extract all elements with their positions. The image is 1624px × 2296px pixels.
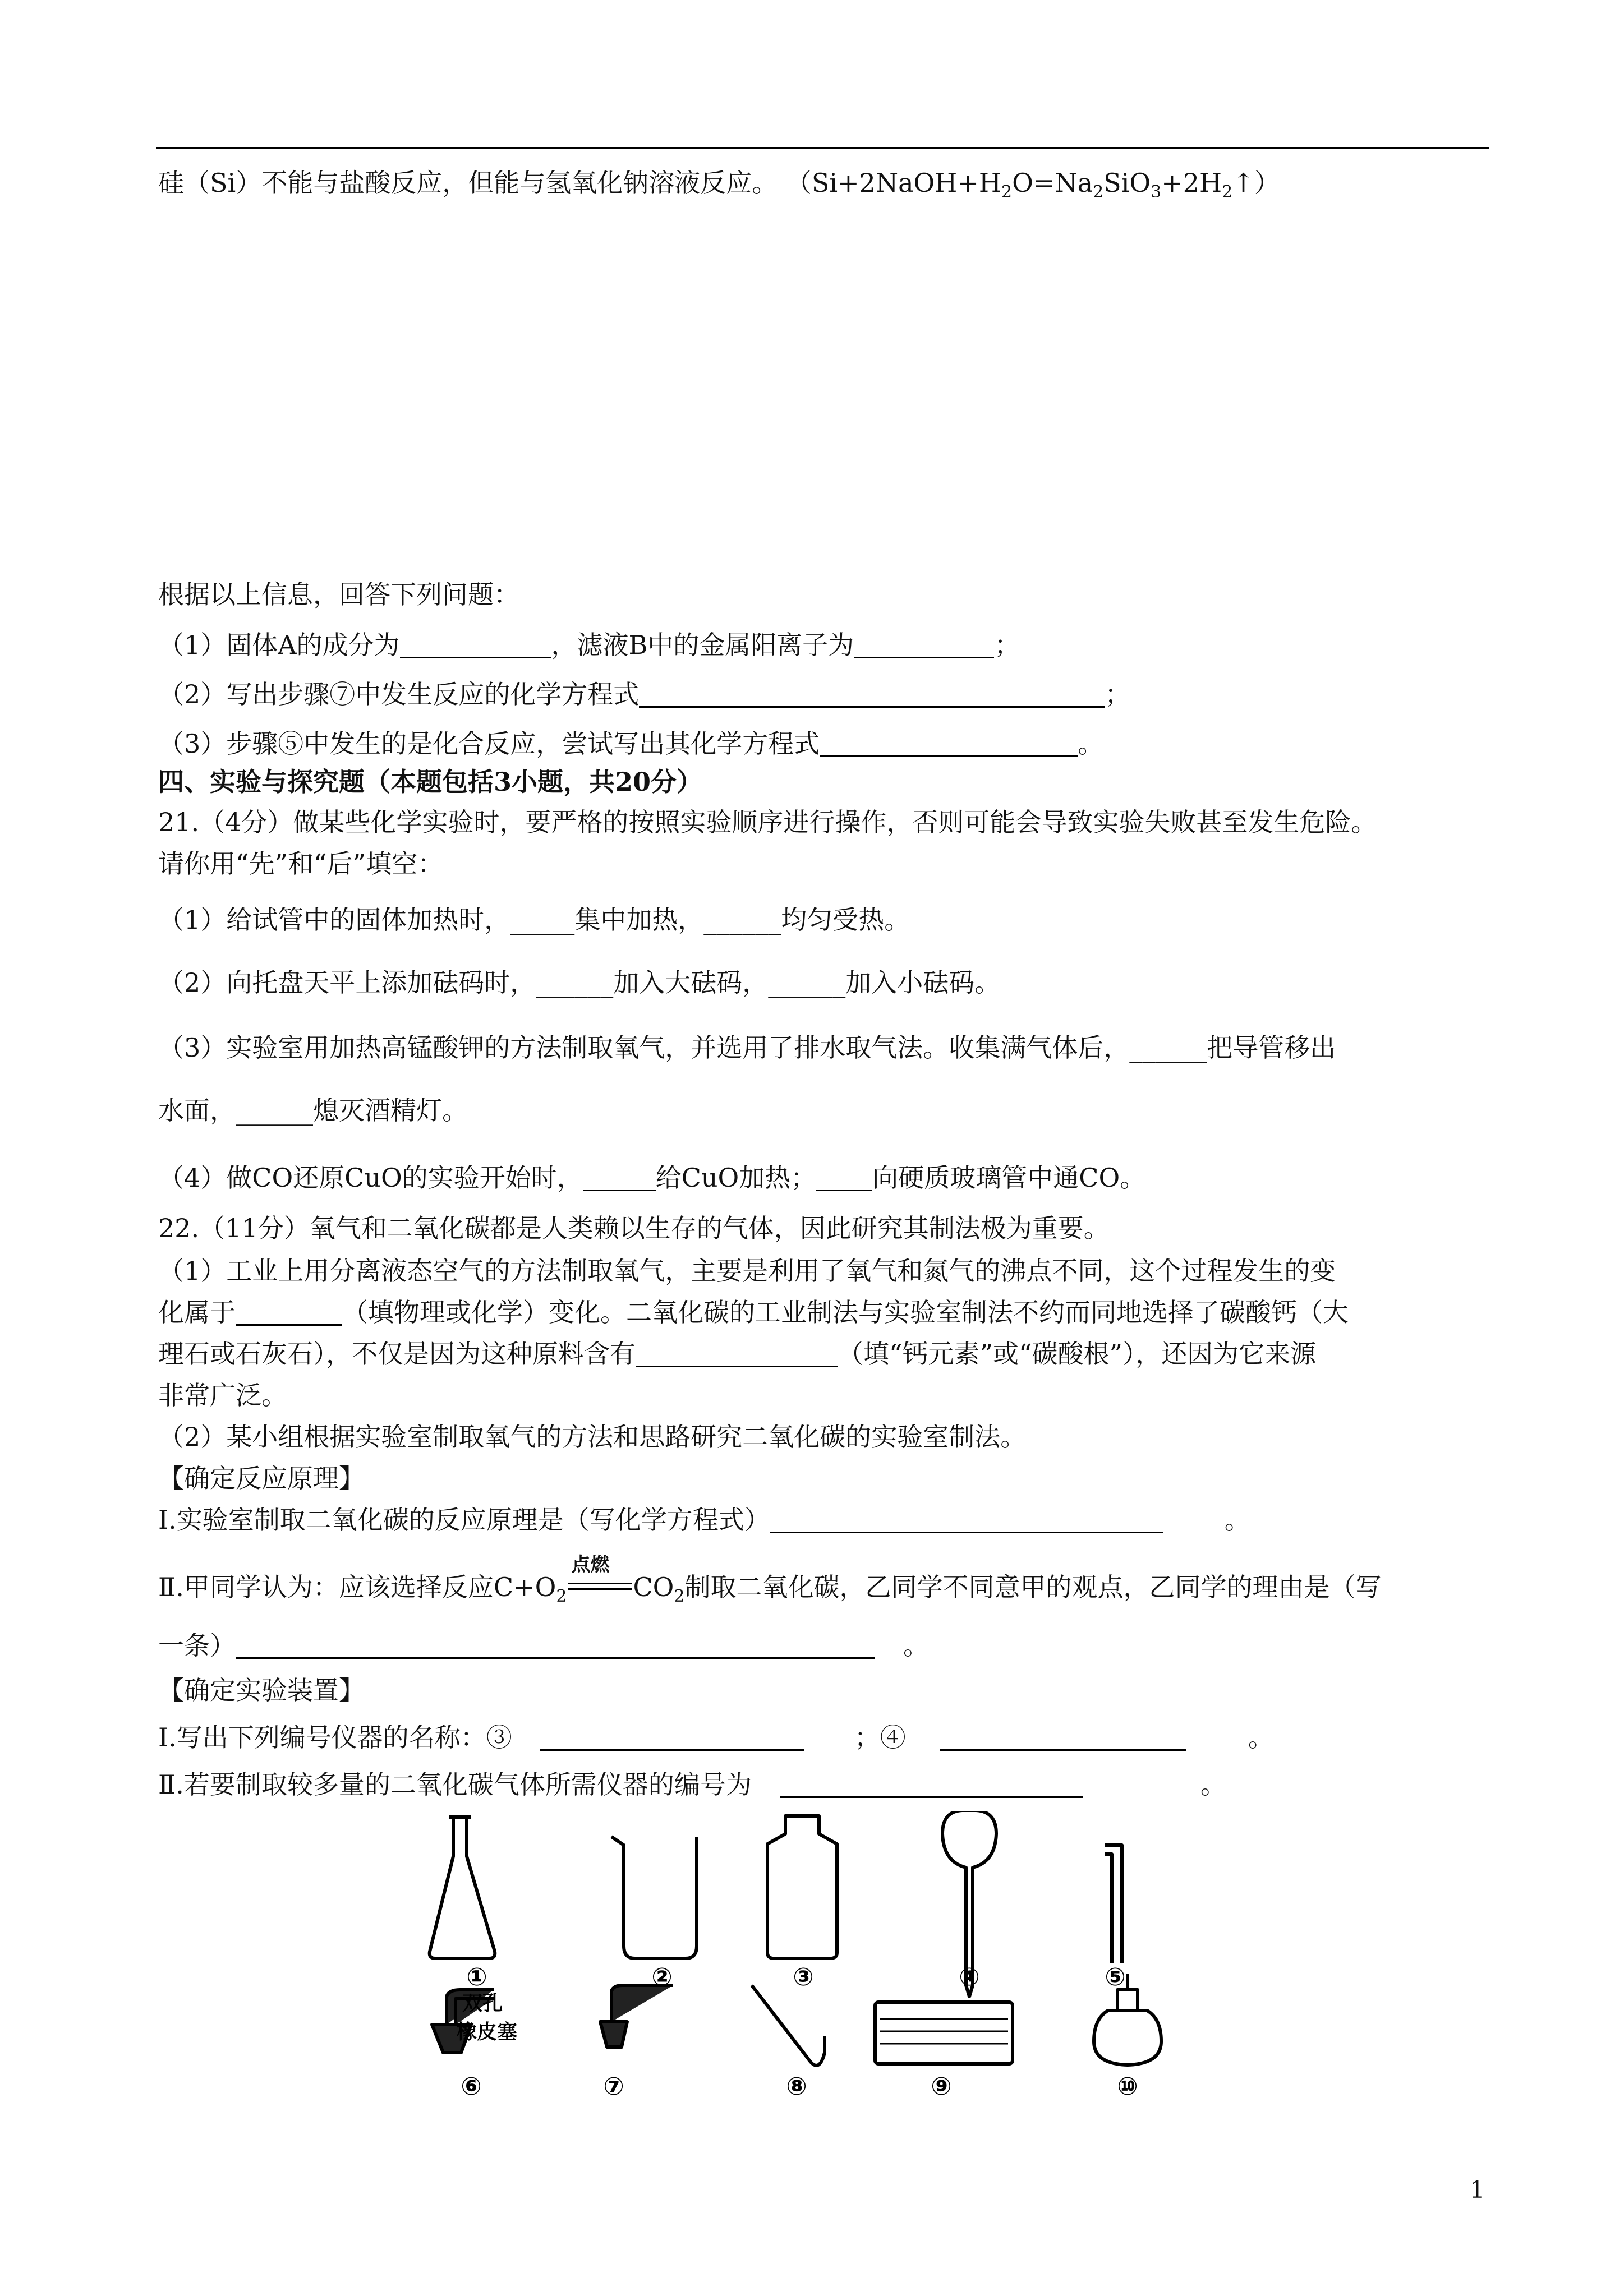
answer-blank[interactable]: [770, 1506, 1163, 1533]
answer-blank[interactable]: [940, 1723, 1186, 1751]
stopper-label: 双孔: [462, 1992, 503, 2015]
subheading: 【确定反应原理】: [158, 1463, 365, 1493]
text-line: Ⅰ.实验室制取二氧化碳的反应原理是（写化学方程式） 。: [158, 1505, 1250, 1535]
text-line: 非常广泛。: [158, 1380, 287, 1410]
reaction-condition: 点燃: [567, 1570, 633, 1604]
answer-blank[interactable]: [780, 1771, 1083, 1798]
header-rule: [156, 147, 1489, 149]
text-line: （1）工业上用分离液态空气的方法制取氧气，主要是利用了氧气和氮气的沸点不同，这个过程发生的变: [158, 1256, 1336, 1286]
text-line-si: 硅（Si）不能与盐酸反应，但能与氢氧化钠溶液反应。 $(Si+2NaOH+H_2O=Na_2SiO_3+2H_2↑)$: [158, 168, 1280, 202]
question-21-3: （3）实验室用加热高锰酸钾的方法制取氧气，并选用了排水取气法。收集满气体后，______把导管移出: [158, 1032, 1336, 1063]
single-stopper-icon: [600, 1985, 673, 2047]
answer-blank[interactable]: [540, 1723, 804, 1751]
answer-blank[interactable]: [400, 631, 551, 658]
text-line: （2）某小组根据实验室制取氧气的方法和思路研究二氧化碳的实验室制法。: [158, 1422, 1027, 1452]
label-8: ⑧: [786, 2072, 807, 2101]
question-21-stem: 21.（4分）做某些化学实验时，要严格的按照实验顺序进行操作，否则可能会导致实验失败甚至发生危险。: [158, 807, 1377, 837]
alcohol-lamp-icon: [1094, 1974, 1161, 2065]
text-line: 请你用“先”和“后”填空：: [158, 849, 444, 879]
question-21-2: （2）向托盘天平上添加砝码时，______加入大砝码，______加入小砝码。: [158, 967, 1001, 998]
subheading: 【确定实验装置】: [158, 1675, 365, 1705]
conical-flask-icon: [430, 1817, 495, 1958]
apparatus-figure: [426, 1811, 1526, 2159]
label-9: ⑨: [931, 2072, 952, 2101]
label-1: ①: [466, 1963, 487, 1991]
answer-blank[interactable]: [820, 730, 1078, 757]
answer-blank[interactable]: [636, 1340, 838, 1367]
beaker-icon: [611, 1837, 697, 1958]
text-line: 一条） 。: [158, 1630, 929, 1661]
question-20-1: （1）固体A的成分为 ，滤液B中的金属阳离子为 ；: [158, 630, 1020, 660]
question-20-2: （2）写出步骤⑦中发生反应的化学方程式 ；: [158, 679, 1131, 709]
label-10: ⑩: [1117, 2072, 1138, 2101]
question-21-3-cont: 水面，______熄灭酒精灯。: [158, 1095, 468, 1126]
wide-mouth-bottle-icon: [767, 1816, 837, 1958]
answer-blank[interactable]: [639, 680, 1105, 708]
text-line: Ⅱ.甲同学认为：应该选择反应$C+O_2$ 点燃 $CO_2$制取二氧化碳，乙同学不同意甲的观点，乙同学的理由是（写: [158, 1553, 1382, 1606]
question-21-4: （4）做CO还原CuO的实验开始时， 给CuO加热； 向硬质玻璃管中通CO。: [158, 1163, 1146, 1193]
text-line: 根据以上信息，回答下列问题：: [158, 579, 519, 610]
bent-tube-icon: [1105, 1845, 1122, 1963]
page-number: 1: [1470, 2176, 1485, 2203]
label-2: ②: [651, 1963, 673, 1991]
answer-blank[interactable]: [854, 631, 994, 658]
answer-blank[interactable]: [236, 1298, 342, 1326]
label-3: ③: [793, 1963, 814, 1991]
question-21-1: （1）给试管中的固体加热时，_____集中加热，______均匀受热。: [158, 905, 910, 935]
label-7: ⑦: [603, 2072, 624, 2101]
section-heading: 四、实验与探究题（本题包括3小题，共20分）: [158, 767, 703, 797]
text-line: 化属于 （填物理或化学）变化。二氧化碳的工业制法与实验室制法不约而同地选择了碳酸钙（大: [158, 1297, 1349, 1327]
j-shaped-tube-icon: [752, 1985, 825, 2066]
question-22-stem: 22.（11分）氧气和二氧化碳都是人类赖以生存的气体，因此研究其制法极为重要。: [158, 1213, 1110, 1243]
stopper-label: 橡皮塞: [457, 2021, 518, 2044]
answer-blank[interactable]: [236, 1631, 875, 1659]
label-6: ⑥: [461, 2072, 482, 2101]
text-line: Ⅱ.若要制取较多量的二氧化碳气体所需仪器的编号为 。: [158, 1769, 1226, 1800]
answer-blank[interactable]: [583, 1164, 656, 1191]
water-trough-icon: [875, 2002, 1013, 2064]
text-line: 理石或石灰石），不仅是因为这种原料含有 （填“钙元素”或“碳酸根”），还因为它来源: [158, 1339, 1317, 1369]
question-20-3: （3）步骤⑤中发生的是化合反应，尝试写出其化学方程式 。: [158, 729, 1104, 759]
answer-blank[interactable]: [816, 1164, 872, 1191]
label-5: ⑤: [1105, 1963, 1126, 1991]
label-4: ④: [959, 1963, 980, 1991]
text-line: Ⅰ.写出下列编号仪器的名称：③ ；④ 。: [158, 1722, 1274, 1753]
